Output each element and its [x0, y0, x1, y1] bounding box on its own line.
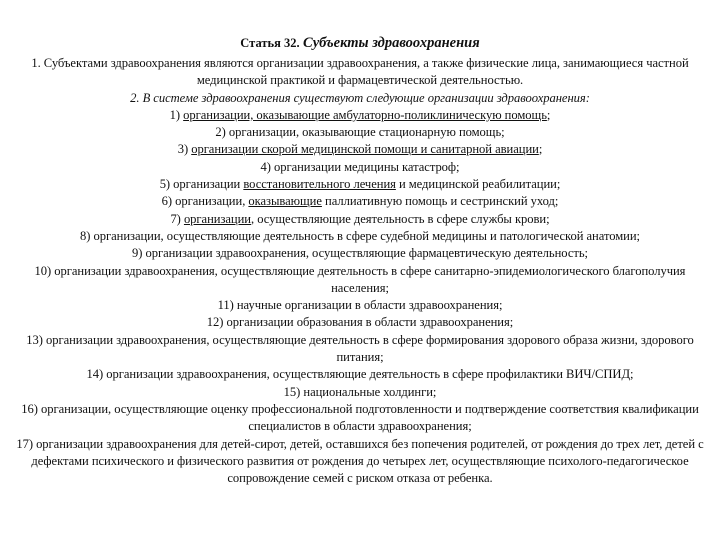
list-item-15: 15) национальные холдинги; — [283, 384, 437, 399]
list-item-5 — [8, 176, 712, 193]
list-item-5-underlined: восстановительного лечения — [243, 177, 396, 192]
paragraph-1: 1. Субъектами здравоохранения являются организации здравоохранения, а также физические лица, занимающиеся частной медицинской практикой и фармацевтической деятельностью. — [31, 56, 689, 88]
list-item-1-underlined: организации, оказывающие амбулаторно-поликлиническую помощь — [183, 107, 547, 122]
list-item-6-start: 6) организации, — [161, 194, 249, 209]
list-item-5-start: 5) организации — [159, 177, 244, 192]
list-item-1-end: ; — [546, 107, 551, 122]
list-item-1-number: 1) — [169, 107, 184, 122]
list-item-6-end: паллиативную помощь и сестринский уход; — [321, 194, 559, 209]
list-item-10: 10) организации здравоохранения, осуществляющие деятельность в сфере санитарно-эпидемиологического благополучия населения; — [34, 263, 686, 295]
article-number: Статья 32. — [240, 36, 300, 50]
list-item-9: 9) организации здравоохранения, осуществляющие фармацевтическую деятельность; — [131, 246, 589, 261]
list-item-6-underlined: оказывающие — [248, 194, 322, 209]
list-item-3-end: ; — [538, 142, 543, 157]
list-item-7-start: 7) — [170, 211, 184, 226]
list-item-3 — [8, 141, 712, 158]
list-item-8: 8) организации, осуществляющие деятельность в сфере судебной медицины и патологической анатомии; — [80, 228, 640, 243]
list-item-14: 14) организации здравоохранения, осуществляющие деятельность в сфере профилактики ВИЧ/СПИД; — [86, 367, 634, 382]
list-item-11: 11) научные организации в области здравоохранения; — [217, 298, 503, 313]
list-item-5-end: и медицинской реабилитации; — [395, 177, 561, 192]
article-title — [0, 34, 720, 52]
list-item-7-underlined: организации — [183, 211, 251, 226]
list-item-3-underlined: организации скорой медицинской помощи и санитарной авиации — [191, 142, 539, 157]
list-item-3-number: 3) — [177, 142, 192, 157]
list-item-13: 13) организации здравоохранения, осуществляющие деятельность в сфере формирования здорового образа жизни, здорового питания; — [26, 332, 694, 365]
list-item-12: 12) организации образования в области здравоохранения; — [206, 315, 514, 330]
list-item-16: 16) организации, осуществляющие оценку профессиональной подготовленности и подтверждение соответствия квалификации специалистов в области здравоохранения; — [21, 401, 699, 434]
list-item-7 — [8, 211, 712, 228]
paragraph-2: 2. В системе здравоохранения существуют следующие организации здравоохранения: — [130, 90, 590, 105]
list-item-1 — [8, 107, 712, 124]
article-body — [8, 55, 712, 487]
list-item-17: 17) организации здравоохранения для детей-сирот, детей, оставшихся без попечения родителей, от рождения до трех лет, детей с дефектами психического и физического развития от рождения до четырех лет, осуществляющие психолого-педагогическое сопровождение семей с риском отказа от ребенка. — [16, 436, 704, 486]
list-item-7-end: , осуществляющие деятельность в сфере службы крови; — [251, 211, 550, 226]
list-item-2: 2) организации, оказывающие стационарную помощь; — [215, 125, 505, 140]
list-item-6 — [8, 193, 712, 210]
list-item-4: 4) организации медицины катастроф; — [260, 159, 460, 174]
article-heading: Субъекты здравоохранения — [303, 35, 480, 51]
